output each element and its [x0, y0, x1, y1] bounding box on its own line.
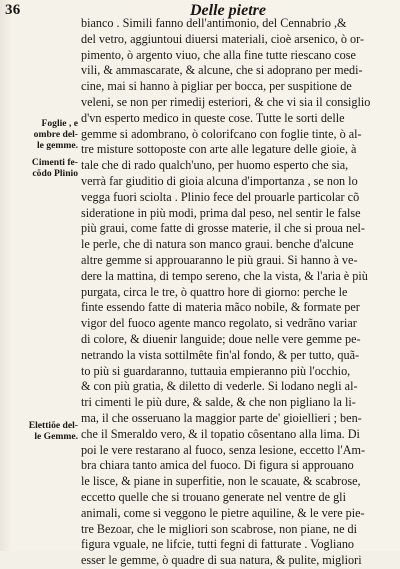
text-line: tre misture sottoposte con arte alle legature delle gioie, à	[81, 142, 357, 157]
text-line: verrà far giuditio di gioia alcuna d'importanza , se non lo	[81, 173, 358, 188]
margin-note-elettione	[4, 420, 78, 442]
text-line: dere la mattina, di tempo sereno, che la vista, & l'aria è più	[81, 268, 368, 283]
text-line: di colore, & diuenir languide; doue nelle vere gemme pe-	[81, 331, 361, 346]
text-line: animali, come si veggono le pietre aquiline, & le vere pie-	[81, 505, 365, 520]
page-number: 36	[5, 2, 21, 18]
text-line: finte essendo fatte di materia mãco nobile, & formate per	[81, 300, 360, 315]
text-line: che il Smeraldo vero, & il topatio côsentano alla lima. Di	[81, 426, 360, 441]
text-line: le perle, che di natura son manco graui. benche d'alcune	[81, 237, 354, 252]
text-line: pimento, ò argento viuo, che alla fine tutte riescano cose	[81, 47, 356, 62]
text-line: cine, mai si hanno à pigliar per bocca, per suspitione de	[81, 79, 352, 94]
text-line: ma, il che osseruano la maggior parte de' gioiellieri ; ben-	[81, 410, 362, 425]
text-line: purgata, circa le tre, ò quattro hore di giorno: perche le	[81, 284, 348, 299]
text-line: tre Bezoar, che le migliori son scabrose, non piane, ne di	[81, 521, 358, 536]
text-line: figura vguale, ne lifcie, tutti fegni di fatturate . Vogliano	[81, 537, 355, 552]
text-line: vigor del fuoco agente manco regolato, si vedrãno variar	[81, 316, 357, 331]
text-line: tri cimenti le più dure, & salde, & che non pigliano la li-	[81, 395, 356, 410]
margin-note-line: ombre del-	[33, 129, 78, 140]
margin-note-line: le Gemme.	[34, 431, 78, 442]
margin-note-line: Cimenti fe-	[31, 157, 78, 168]
text-line: del vetro, aggiuntoui diuersi materiali, cioè arsenico, ò or-	[81, 31, 365, 46]
body-text	[81, 16, 395, 569]
text-line: to più si guardaranno, tuttauia empieranno più l'occhio,	[81, 363, 351, 378]
margin-note-line: Foglie , e	[41, 118, 78, 129]
text-line: bra chiara tanto amica del fuoco. Di figura si approuano	[81, 458, 354, 473]
text-line: più graui, come fatte di grosse materie, il che si proua nel-	[81, 221, 365, 236]
text-line: sideratione in più modi, prima dal peso, nel sentir le false	[81, 205, 361, 220]
text-line: poi le vere restarano al fuoco, senza lesione, eccetto l'Am-	[81, 442, 366, 457]
text-line: tale che di rado qualch'uno, per huomo esperto che sia,	[81, 158, 349, 173]
text-line: d'vn esperto medico in queste cose. Tutte le sorti delle	[81, 110, 345, 125]
margin-note-line: Elettiõe del-	[28, 420, 78, 431]
text-line: vili, & ammascarate, & alcune, che si adoprano per medi-	[81, 63, 363, 78]
running-head: Delle pietre	[190, 2, 266, 19]
text-line: & con più gratia, & diletto di vederle. Si lodano negli al-	[81, 379, 358, 394]
text-line: le lisce, & piane in superfitie, non le scauate, & scabrose,	[81, 474, 361, 489]
text-line: esser le gemme, ò quadre di sua natura, & pulite, migliori	[81, 553, 362, 568]
text-line: netrando la vista sottilmête fin'al fondo, & per tutto, quã-	[81, 347, 360, 362]
margin-note-line: le gemme.	[36, 140, 78, 151]
margin-note-cimenti	[4, 157, 78, 179]
text-line: veleni, se non per rimedij esteriori, & che vi sia il consiglio	[81, 94, 371, 109]
text-line: bianco . Simili fanno dell'antimonio, del Cennabrio ,&	[81, 16, 347, 30]
margin-note-line: cõdo Plinio	[32, 168, 78, 179]
text-line: vegga fuori sciolta . Plinio fece del prouarle particolar cõ	[81, 189, 360, 204]
margin-note-foglie	[4, 118, 78, 151]
text-line: gemme si adombrano, ò colorifcano con foglie tinte, ò al-	[81, 126, 362, 141]
text-line: altre gemme si approuaranno le più graui. Si hanno à ve-	[81, 252, 358, 267]
text-line: eccetto quelle che si trouano generate nel ventre de gli	[81, 489, 346, 504]
